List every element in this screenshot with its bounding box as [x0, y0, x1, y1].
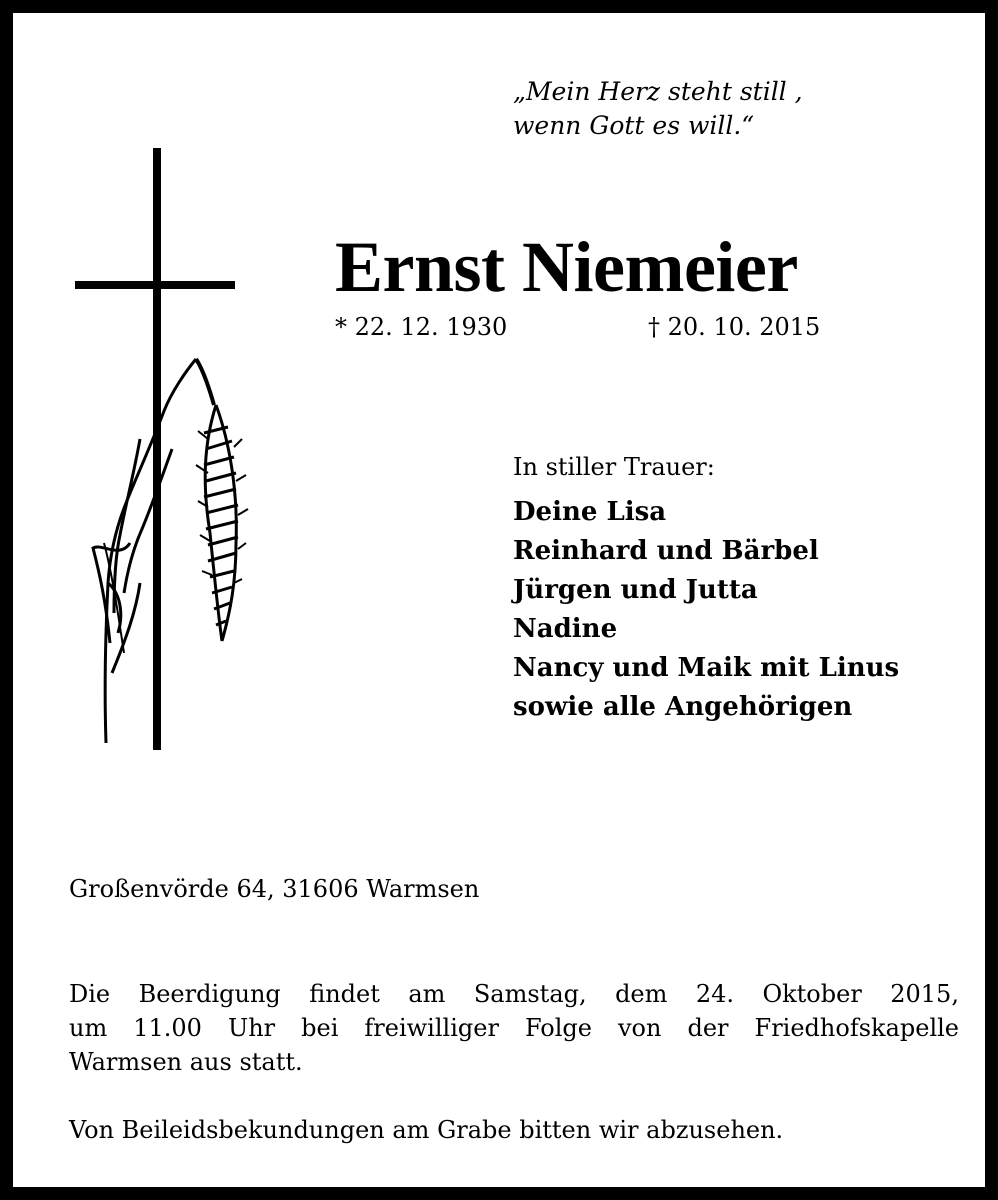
funeral-word: Folge [524, 1014, 592, 1042]
funeral-word: dem [615, 980, 668, 1008]
mourner-name: Nancy und Maik mit Linus [513, 653, 900, 683]
funeral-word: 24. [695, 980, 734, 1008]
funeral-word: von [618, 1014, 662, 1042]
funeral-word: bei [301, 1014, 339, 1042]
address: Großenvörde 64, 31606 Warmsen [69, 875, 480, 903]
funeral-word: findet [309, 980, 380, 1008]
bible-quote [513, 75, 803, 143]
mourner-name: Jürgen und Jutta [513, 575, 758, 605]
funeral-word: der [687, 1014, 729, 1042]
quote-line-2: wenn Gott es will.“ [513, 111, 755, 140]
condolences-note: Von Beileidsbekundungen am Grabe bitten wir abzusehen. [69, 1116, 784, 1144]
funeral-word: Samstag, [473, 980, 587, 1008]
funeral-line-3: Warmsen aus statt. [69, 1048, 303, 1076]
funeral-word: Uhr [227, 1014, 276, 1042]
funeral-line-1 [69, 977, 959, 1011]
mourners-list [513, 493, 899, 727]
funeral-line-2 [69, 1011, 959, 1045]
mourner-name: sowie alle Angehörigen [513, 692, 853, 722]
funeral-word: Die [69, 980, 111, 1008]
funeral-word: am [408, 980, 446, 1008]
mourning-label: In stiller Trauer: [513, 453, 715, 481]
funeral-word: Beerdigung [138, 980, 281, 1008]
death-date: † 20. 10. 2015 [648, 313, 821, 341]
funeral-announcement [69, 977, 959, 1079]
deceased-name: Ernst Niemeier [335, 227, 798, 307]
cross-with-wheat-icon [68, 143, 268, 758]
mourner-name: Nadine [513, 614, 618, 644]
funeral-word: Friedhofskapelle [754, 1014, 959, 1042]
funeral-word: Oktober [762, 980, 862, 1008]
birth-date: * 22. 12. 1930 [335, 313, 508, 341]
funeral-word: 11.00 [133, 1014, 202, 1042]
funeral-word: freiwilliger [364, 1014, 499, 1042]
funeral-word: um [69, 1014, 108, 1042]
funeral-word: 2015, [890, 980, 959, 1008]
quote-line-1: „Mein Herz steht still , [513, 77, 803, 106]
mourner-name: Deine Lisa [513, 497, 667, 527]
mourner-name: Reinhard und Bärbel [513, 536, 819, 566]
